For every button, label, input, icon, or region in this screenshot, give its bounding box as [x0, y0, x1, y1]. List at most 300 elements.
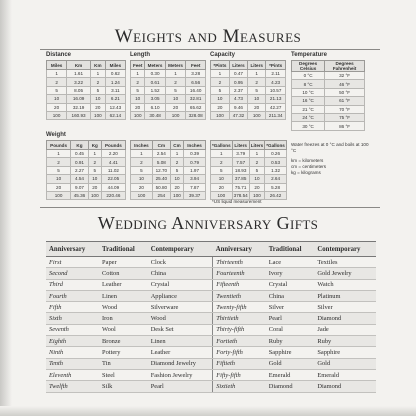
table-row — [211, 95, 286, 103]
table-cell: 3.22 — [67, 78, 91, 86]
header-row — [131, 141, 206, 150]
table-cell: 1 — [211, 70, 230, 78]
table-cell: 2 — [47, 78, 67, 86]
table-cell: 160.93 — [67, 111, 91, 119]
table-cell: 20 — [211, 183, 233, 191]
table-cell: 47.32 — [229, 111, 247, 119]
table-cell: 5.08 — [152, 158, 170, 166]
length-inches-table — [130, 140, 206, 200]
table-cell: 2.54 — [152, 150, 170, 158]
gift-cell: Wool — [99, 324, 148, 335]
title-rule — [40, 49, 380, 50]
table-cell: 1 — [170, 150, 183, 158]
column-header: Liters — [250, 142, 264, 148]
gifts-row — [46, 257, 376, 268]
gift-cell: Silver — [314, 302, 376, 313]
table-row — [131, 191, 206, 199]
gifts-row — [46, 369, 376, 380]
column-header: *Gallons — [212, 142, 231, 148]
table-cell: 20 — [90, 103, 105, 111]
column-header: *Pints — [211, 61, 230, 70]
gift-cell: Diamond Jewelry — [148, 358, 213, 369]
gift-cell: Ivory — [266, 268, 315, 279]
table-cell: 1 — [248, 70, 266, 78]
table-row — [211, 183, 287, 191]
table-cell: 20 — [211, 103, 230, 111]
anniversary-cell: Tenth — [46, 358, 99, 369]
table-cell: 75.71 — [232, 183, 249, 191]
table-cell: 1 — [47, 150, 71, 158]
gift-cell: Ruby — [314, 336, 376, 347]
table-cell: 5 — [47, 86, 67, 94]
anniversary-cell: Sixth — [46, 313, 99, 324]
table-cell: 10 — [47, 95, 67, 103]
table-cell: 12.70 — [152, 166, 170, 174]
table-cell: 2.20 — [101, 150, 125, 158]
table-row — [131, 150, 206, 158]
table-row — [211, 166, 287, 174]
page-left-edge — [0, 0, 12, 416]
km-note: km = kilometers — [291, 158, 324, 163]
column-header: Feet — [131, 61, 145, 70]
table-cell: 1 — [131, 70, 145, 78]
table-cell: 100 — [47, 191, 71, 199]
table-cell: 20 — [88, 183, 101, 191]
table-row — [211, 86, 286, 94]
gift-cell: Pottery — [99, 347, 148, 358]
table-cell: 3.28 — [186, 70, 206, 78]
table-cell: 100 — [88, 191, 101, 199]
table-cell: 1 — [165, 70, 186, 78]
temperature-label: Temperature — [291, 52, 327, 58]
column-header: Cm — [152, 141, 170, 150]
gift-cell: Linen — [148, 336, 213, 347]
anniversary-cell: Thirteenth — [213, 257, 266, 268]
table-cell: 0.61 — [145, 78, 166, 86]
table-cell: 20 — [170, 183, 183, 191]
gift-cell: Sapphire — [314, 347, 376, 358]
table-row — [47, 158, 126, 166]
gifts-row — [46, 358, 376, 369]
table-cell: 2.64 — [265, 175, 287, 183]
anniversary-cell: Twentieth — [213, 290, 266, 301]
table-cell: 5 — [165, 86, 186, 94]
table-row — [47, 95, 126, 103]
table-cell: 5 — [47, 166, 71, 174]
gifts-column-header: Traditional — [99, 242, 148, 257]
table-cell: 5 — [249, 166, 265, 174]
table-cell: 65.62 — [186, 103, 206, 111]
table-row — [292, 113, 365, 121]
gifts-row — [46, 268, 376, 279]
gift-cell: China — [266, 290, 315, 301]
temperature-table — [291, 60, 365, 131]
table-cell: 20 — [47, 183, 71, 191]
gift-cell: Clock — [148, 257, 213, 268]
table-cell: 0.26 — [265, 150, 287, 158]
anniversary-cell: Fourth — [46, 290, 99, 301]
table-cell: 20 — [165, 103, 186, 111]
table-cell: 2 — [170, 158, 183, 166]
gift-cell: Textiles — [314, 257, 376, 268]
table-row — [47, 150, 126, 158]
table-cell: 50.80 — [152, 183, 170, 191]
table-cell: 7.87 — [184, 183, 206, 191]
gift-cell: Paper — [99, 257, 148, 268]
anniversary-cell: Seventh — [46, 324, 99, 335]
table-cell: 20 — [248, 103, 266, 111]
gifts-column-header: Traditional — [266, 242, 315, 257]
gifts-row — [46, 336, 376, 347]
table-cell: 42.27 — [266, 103, 286, 111]
table-cell: 4.41 — [101, 158, 125, 166]
gifts-column-header: Anniversary — [213, 242, 266, 257]
table-cell: 3.11 — [105, 86, 125, 94]
section-rule — [40, 207, 380, 208]
table-cell: 2 — [131, 78, 145, 86]
header-row — [47, 61, 126, 70]
table-row — [47, 175, 126, 183]
anniversary-cell: Eleventh — [46, 369, 99, 380]
length-label: Length — [130, 52, 150, 58]
column-header: Miles — [47, 61, 67, 70]
table-cell: 26.42 — [265, 191, 287, 199]
page-title: Weights and Measures — [114, 26, 302, 47]
table-cell: 2 — [249, 158, 265, 166]
column-header: Kg — [71, 141, 89, 150]
table-cell: 20 — [47, 103, 67, 111]
table-cell: 6.21 — [105, 95, 125, 103]
gift-cell: Pearl — [266, 313, 315, 324]
table-cell: 32.19 — [67, 103, 91, 111]
gift-cell: Ruby — [266, 336, 315, 347]
gift-cell: Fashion Jewelry — [148, 369, 213, 380]
table-cell: 100 — [165, 111, 186, 119]
weight-table — [46, 140, 126, 200]
anniversary-cell: Fiftieth — [213, 358, 266, 369]
table-cell: 1 — [249, 150, 265, 158]
table-cell: 100 — [248, 111, 266, 119]
column-header: Cm — [170, 141, 183, 150]
table-cell: 1 — [47, 70, 67, 78]
table-cell: 45.36 — [71, 191, 89, 199]
table-cell: 2 — [88, 158, 101, 166]
gift-cell: Emerald — [314, 369, 376, 380]
cm-note: cm = centimeters — [291, 164, 327, 169]
table-cell: 8 °C — [292, 80, 325, 88]
table-cell: 86 °F — [325, 122, 365, 130]
table-cell: 10 — [248, 95, 266, 103]
gifts-row — [46, 302, 376, 313]
table-cell: 3.79 — [232, 150, 249, 158]
table-cell: 2 — [211, 158, 233, 166]
table-cell: 30.48 — [145, 111, 166, 119]
table-cell: 5 — [131, 166, 153, 174]
gifts-title: Wedding Anniversary Gifts — [97, 213, 319, 233]
table-cell: 100 — [90, 111, 105, 119]
table-cell: 100 — [211, 191, 233, 199]
anniversary-cell: Twelfth — [46, 381, 99, 392]
table-cell: 10 — [170, 175, 183, 183]
table-cell: 0.95 — [229, 78, 247, 86]
anniversary-cell: Fortieth — [213, 336, 266, 347]
column-header: Km — [90, 61, 105, 70]
table-cell: 2 — [165, 78, 186, 86]
table-row — [131, 111, 206, 119]
gifts-column-header: Contemporary — [148, 242, 213, 257]
table-row — [211, 70, 286, 78]
table-row — [47, 166, 126, 174]
gift-cell: Silk — [99, 381, 148, 392]
gift-cell: Wood — [148, 313, 213, 324]
header-row — [211, 141, 287, 150]
table-cell: 5 — [170, 166, 183, 174]
header-row — [131, 61, 206, 70]
notes-block — [291, 142, 371, 176]
column-header: Degrees Celsius — [292, 61, 325, 72]
table-cell: 4.73 — [229, 95, 247, 103]
table-row — [211, 111, 286, 119]
capacity-table — [210, 60, 286, 120]
gift-cell: Tin — [99, 358, 148, 369]
table-cell: 10 — [88, 175, 101, 183]
column-header: Inches — [131, 141, 153, 150]
gift-cell: Jade — [314, 324, 376, 335]
table-cell: 37.85 — [232, 175, 249, 183]
table-cell: 5 — [131, 86, 145, 94]
table-cell: 9.07 — [71, 183, 89, 191]
table-cell: 16.40 — [186, 86, 206, 94]
header-row — [292, 61, 365, 72]
table-cell: 24 °C — [292, 113, 325, 121]
column-header: Degrees Fahrenheit — [325, 61, 365, 72]
gift-cell: Diamond — [314, 381, 376, 392]
table-row — [292, 105, 365, 113]
column-header: Km — [67, 61, 91, 70]
table-cell: 100 — [131, 191, 153, 199]
table-cell: 30 °C — [292, 122, 325, 130]
table-cell: 10.57 — [266, 86, 286, 94]
header-row — [47, 141, 126, 150]
table-cell: 1.52 — [145, 86, 166, 94]
table-cell: 3.94 — [184, 175, 206, 183]
table-cell: 10 — [131, 175, 153, 183]
table-cell: 10 — [165, 95, 186, 103]
table-cell: 16.09 — [67, 95, 91, 103]
table-cell: 8.05 — [67, 86, 91, 94]
table-cell: 16 °C — [292, 97, 325, 105]
table-cell: 25.40 — [152, 175, 170, 183]
table-cell: 10 °C — [292, 88, 325, 96]
table-cell: 10 — [47, 175, 71, 183]
capacity-gallons-table — [210, 140, 287, 200]
table-row — [292, 97, 365, 105]
anniversary-cell: Thirtieth — [213, 313, 266, 324]
gift-cell: Watch — [314, 279, 376, 290]
table-cell: 100 — [249, 191, 265, 199]
table-row — [292, 80, 365, 88]
table-cell: 1 — [90, 70, 105, 78]
table-cell: 5 — [211, 86, 230, 94]
anniversary-cell: Fifth — [46, 302, 99, 313]
table-cell: 2 — [131, 158, 153, 166]
table-cell: 12.43 — [105, 103, 125, 111]
gift-cell: Gold Jewelry — [314, 268, 376, 279]
table-cell: 62.14 — [105, 111, 125, 119]
anniversary-gifts-table — [46, 241, 376, 393]
anniversary-cell: Eighth — [46, 336, 99, 347]
table-cell: 6.10 — [145, 103, 166, 111]
table-row — [211, 78, 286, 86]
gift-cell: Linen — [99, 290, 148, 301]
gift-cell: Pearl — [148, 381, 213, 392]
table-cell: 254 — [152, 191, 170, 199]
gift-cell: Gold — [314, 358, 376, 369]
table-cell: 100 — [211, 111, 230, 119]
table-cell: 10 — [211, 95, 230, 103]
table-row — [131, 95, 206, 103]
weight-label: Weight — [46, 132, 66, 138]
anniversary-cell: Thirty-fifth — [213, 324, 266, 335]
table-row — [211, 103, 286, 111]
table-cell: 1.24 — [105, 78, 125, 86]
header-row — [211, 61, 286, 70]
table-cell: 0 °C — [292, 72, 325, 80]
table-row — [47, 103, 126, 111]
table-cell: 0.30 — [145, 70, 166, 78]
table-cell: 5.28 — [265, 183, 287, 191]
gift-cell: Silverware — [148, 302, 213, 313]
table-cell: 0.47 — [229, 70, 247, 78]
table-cell: 100 — [131, 111, 145, 119]
table-cell: 6.56 — [186, 78, 206, 86]
table-cell: 328.08 — [186, 111, 206, 119]
gift-cell: Wood — [99, 302, 148, 313]
table-cell: 1.32 — [265, 166, 287, 174]
table-cell: 2 — [47, 158, 71, 166]
table-cell: 20 — [131, 183, 153, 191]
table-row — [131, 158, 206, 166]
anniversary-cell: Second — [46, 268, 99, 279]
table-cell: 1 — [211, 150, 233, 158]
table-cell: 32.81 — [186, 95, 206, 103]
gifts-row — [46, 381, 376, 392]
anniversary-cell: Fifty-fifth — [213, 369, 266, 380]
gift-cell: Steel — [99, 369, 148, 380]
table-row — [47, 111, 126, 119]
gift-cell: Appliance — [148, 290, 213, 301]
anniversary-cell: First — [46, 257, 99, 268]
gift-cell: Iron — [99, 313, 148, 324]
table-cell: 10 — [131, 95, 145, 103]
table-row — [47, 70, 126, 78]
table-cell: 0.79 — [184, 158, 206, 166]
table-cell: 2 — [248, 78, 266, 86]
table-cell: 4.54 — [71, 175, 89, 183]
column-header: Inches — [184, 141, 206, 150]
table-row — [47, 78, 126, 86]
gift-cell: Cotton — [99, 268, 148, 279]
table-cell: 2.11 — [266, 70, 286, 78]
table-cell: 0.53 — [265, 158, 287, 166]
column-header: Meters — [145, 61, 166, 70]
table-cell: 1 — [131, 150, 153, 158]
column-header: Pounds — [47, 141, 71, 150]
column-header: Liters — [248, 61, 266, 70]
gift-cell: Gold — [266, 358, 315, 369]
table-row — [211, 175, 287, 183]
anniversary-cell: Fourteenth — [213, 268, 266, 279]
gifts-row — [46, 313, 376, 324]
table-cell: 211.34 — [266, 111, 286, 119]
table-cell: 2 — [90, 78, 105, 86]
water-note: Water freezes at 0 °C and boils at 100 °C — [291, 142, 369, 153]
table-cell: 20 — [249, 183, 265, 191]
gift-cell: Crystal — [266, 279, 315, 290]
table-row — [131, 166, 206, 174]
gifts-row — [46, 290, 376, 301]
table-row — [131, 183, 206, 191]
anniversary-cell: Forty-fifth — [213, 347, 266, 358]
distance-table — [46, 60, 126, 120]
length-table — [130, 60, 206, 120]
table-cell: 32 °F — [325, 72, 365, 80]
table-cell: 0.62 — [105, 70, 125, 78]
table-cell: 5 — [90, 86, 105, 94]
column-header: Liters — [232, 141, 249, 150]
table-cell: 2 — [211, 78, 230, 86]
table-cell: 7.57 — [232, 158, 249, 166]
gifts-header-row — [46, 242, 376, 257]
gift-cell: Diamond — [314, 313, 376, 324]
table-cell: 1.97 — [184, 166, 206, 174]
gift-cell: Bronze — [99, 336, 148, 347]
table-row — [131, 78, 206, 86]
kg-note: kg = kilograms — [291, 170, 321, 175]
column-header: Feet — [186, 61, 206, 70]
table-row — [292, 122, 365, 130]
table-cell: 220.46 — [101, 191, 125, 199]
table-cell: 1.61 — [67, 70, 91, 78]
distance-label: Distance — [46, 52, 72, 58]
table-cell: 0.39 — [184, 150, 206, 158]
column-header: Pounds — [101, 141, 125, 150]
table-cell: 61 °F — [325, 97, 365, 105]
table-cell: 10 — [90, 95, 105, 103]
column-header: Kg — [88, 141, 101, 150]
table-row — [47, 183, 126, 191]
gift-cell: Emerald — [266, 369, 315, 380]
capacity-label: Capacity — [210, 52, 236, 58]
column-header: Miles — [105, 61, 125, 70]
table-row — [131, 86, 206, 94]
table-cell: 10 — [211, 175, 233, 183]
table-cell: 5 — [211, 166, 233, 174]
page-bottom-edge — [0, 406, 416, 416]
gift-cell: Coral — [266, 324, 315, 335]
gifts-row — [46, 324, 376, 335]
table-cell: 70 °F — [325, 105, 365, 113]
table-row — [292, 72, 365, 80]
table-cell: 4.23 — [266, 78, 286, 86]
table-cell: 9.46 — [229, 103, 247, 111]
column-header: *Gallons — [266, 142, 285, 148]
table-cell: 3.05 — [145, 95, 166, 103]
gifts-row — [46, 347, 376, 358]
table-cell: 378.54 — [233, 193, 248, 199]
gift-cell: Crystal — [148, 279, 213, 290]
column-header: *Pints — [266, 61, 286, 70]
